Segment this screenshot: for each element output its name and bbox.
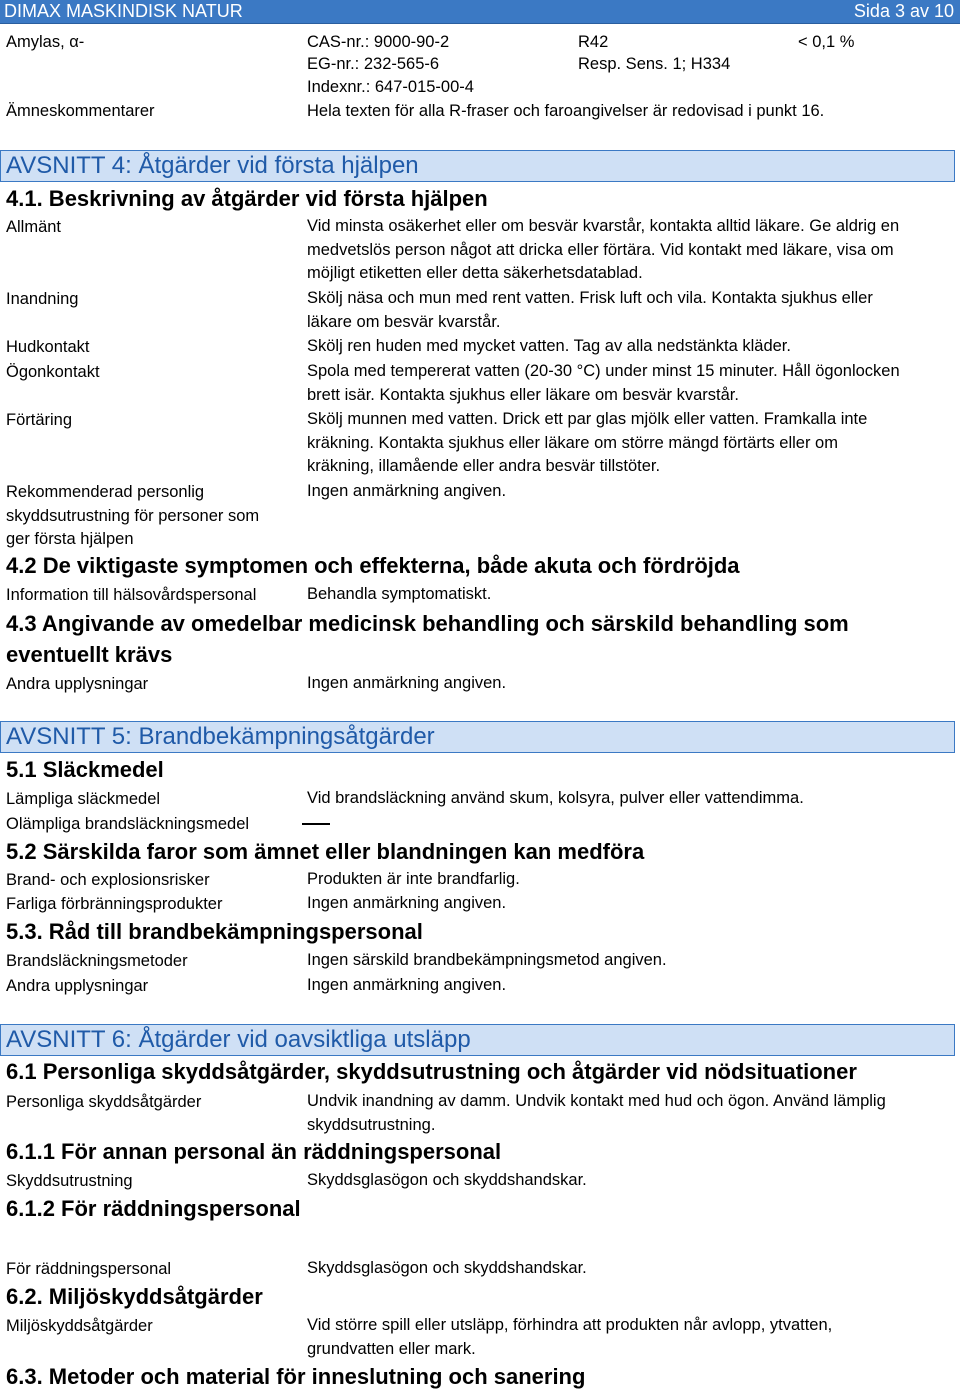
heading-6-3: 6.3. Metoder och material för inneslutning och sanering xyxy=(6,1364,586,1389)
substance-comment-value: Hela texten för alla R-fraser och faroangivelser är redovisad i punkt 16. xyxy=(307,102,825,120)
heading-5-3: 5.3. Råd till brandbekämpningspersonal xyxy=(6,919,423,944)
empty-value-dash xyxy=(302,823,330,825)
label-ingestion: Förtäring xyxy=(6,411,73,429)
value-environmental-precautions: Vid större spill eller utsläpp, förhindra att produkten når avlopp, ytvatten, grundvatten eller mark. xyxy=(307,1316,833,1358)
value-extinguishing-methods: Ingen särskild brandbekämpningsmetod angiven. xyxy=(307,951,667,969)
substance-comment-label: Ämneskommentarer xyxy=(6,102,155,120)
heading-5-1: 5.1 Släckmedel xyxy=(6,757,164,782)
heading-5-2: 5.2 Särskilda faror som ämnet eller blandningen kan medföra xyxy=(6,839,645,864)
value-inhalation: Skölj näsa och mun med rent vatten. Frisk luft och vila. Kontakta sjukhus eller läkare om besvär kvarstår. xyxy=(307,289,873,331)
value-eye-contact: Spola med tempererat vatten (20-30 °C) under minst 15 minuter. Håll ögonlocken brett isär. Kontakta sjukhus eller läkare om besvär kvarstår. xyxy=(307,362,900,404)
section-6-header xyxy=(0,1024,955,1056)
heading-4-3: 4.3 Angivande av omedelbar medicinsk behandling och särskild behandling som eventuellt krävs xyxy=(6,611,849,667)
section-5-title: AVSNITT 5: Brandbekämpningsåtgärder xyxy=(6,723,435,750)
value-protective-equipment: Skyddsglasögon och skyddshandskar. xyxy=(307,1171,587,1189)
label-extinguishing-methods: Brandsläckningsmetoder xyxy=(6,952,188,970)
value-ppe-first-aid: Ingen anmärkning angiven. xyxy=(307,482,507,500)
label-other-info-4-3: Andra upplysningar xyxy=(6,675,149,693)
label-fire-risk: Brand- och explosionsrisker xyxy=(6,871,210,889)
heading-4-1: 4.1. Beskrivning av åtgärder vid första hjälpen xyxy=(6,186,488,211)
label-general: Allmänt xyxy=(6,218,62,236)
label-personal-precautions: Personliga skyddsåtgärder xyxy=(6,1093,202,1111)
label-environmental-precautions: Miljöskyddsåtgärder xyxy=(6,1317,153,1335)
section-6-title: AVSNITT 6: Åtgärder vid oavsiktliga utsläpp xyxy=(6,1026,471,1053)
section-4-title: AVSNITT 4: Åtgärder vid första hjälpen xyxy=(6,152,419,179)
label-unsuitable-media: Olämpliga brandsläckningsmedel xyxy=(6,815,250,833)
value-health-info: Behandla symptomatiskt. xyxy=(307,585,492,603)
label-ppe-first-aid-3: ger första hjälpen xyxy=(6,530,134,548)
label-suitable-media: Lämpliga släckmedel xyxy=(6,790,161,808)
ingredient-index: Indexnr.: 647-015-00-4 xyxy=(307,78,474,96)
document-header xyxy=(0,0,960,24)
label-other-info-5-3: Andra upplysningar xyxy=(6,977,149,995)
section-5-header xyxy=(0,721,955,753)
ingredient-r-phrase: R42 xyxy=(578,33,609,51)
ingredient-name: Amylas, α- xyxy=(6,33,85,51)
value-unsuitable-media xyxy=(302,812,902,836)
document-title: DIMAX MASKINDISK NATUR xyxy=(4,1,243,21)
heading-4-2: 4.2 De viktigaste symptomen och effekterna, både akuta och fördröjda xyxy=(6,553,740,578)
label-eye-contact: Ögonkontakt xyxy=(6,363,100,381)
heading-6-1-2: 6.1.2 För räddningspersonal xyxy=(6,1196,301,1221)
label-ppe-first-aid-1: Rekommenderad personlig xyxy=(6,483,205,501)
label-emergency-responders: För räddningspersonal xyxy=(6,1260,172,1278)
value-ingestion: Skölj munnen med vatten. Drick ett par glas mjölk eller vatten. Framkalla inte kräkning. Kontakta sjukhus eller läkare om större mängd förtärts eller om kräkning, illamående eller andra besvär tillstöter. xyxy=(307,410,868,475)
section-4-header xyxy=(0,150,955,182)
heading-6-1: 6.1 Personliga skyddsåtgärder, skyddsutrustning och åtgärder vid nödsituationer xyxy=(6,1059,857,1084)
label-health-info: Information till hälsovårdspersonal xyxy=(6,586,257,604)
label-ppe-first-aid-2: skyddsutrustning för personer som xyxy=(6,507,260,525)
ingredient-ec: EG-nr.: 232-565-6 xyxy=(307,55,440,73)
page-number: Sida 3 av 10 xyxy=(853,1,954,21)
heading-6-2: 6.2. Miljöskyddsåtgärder xyxy=(6,1284,263,1309)
value-suitable-media: Vid brandsläckning använd skum, kolsyra, pulver eller vattendimma. xyxy=(307,789,804,807)
label-inhalation: Inandning xyxy=(6,290,79,308)
label-protective-equipment: Skyddsutrustning xyxy=(6,1172,133,1190)
ingredient-classification: Resp. Sens. 1; H334 xyxy=(578,55,731,73)
value-general: Vid minsta osäkerhet eller om besvär kvarstår, kontakta alltid läkare. Ge aldrig en medvetslös person något att dricka eller förtära. Vid kontakt med läkare, visa om möjligt etiketten eller detta säkerhetsdatablad. xyxy=(307,217,900,282)
ingredient-concentration: < 0,1 % xyxy=(798,33,855,51)
ingredient-cas: CAS-nr.: 9000-90-2 xyxy=(307,33,450,51)
value-emergency-responders: Skyddsglasögon och skyddshandskar. xyxy=(307,1259,587,1277)
value-fire-risk: Produkten är inte brandfarlig. xyxy=(307,870,520,888)
label-skin-contact: Hudkontakt xyxy=(6,338,90,356)
value-other-info-5-3: Ingen anmärkning angiven. xyxy=(307,976,507,994)
value-skin-contact: Skölj ren huden med mycket vatten. Tag av alla nedstänkta kläder. xyxy=(307,337,791,355)
value-combustion-products: Ingen anmärkning angiven. xyxy=(307,894,507,912)
value-other-info-4-3: Ingen anmärkning angiven. xyxy=(307,674,507,692)
value-personal-precautions: Undvik inandning av damm. Undvik kontakt med hud och ögon. Använd lämplig skyddsutrustning. xyxy=(307,1092,886,1134)
label-combustion-products: Farliga förbränningsprodukter xyxy=(6,895,223,913)
heading-6-1-1: 6.1.1 För annan personal än räddningspersonal xyxy=(6,1139,502,1164)
